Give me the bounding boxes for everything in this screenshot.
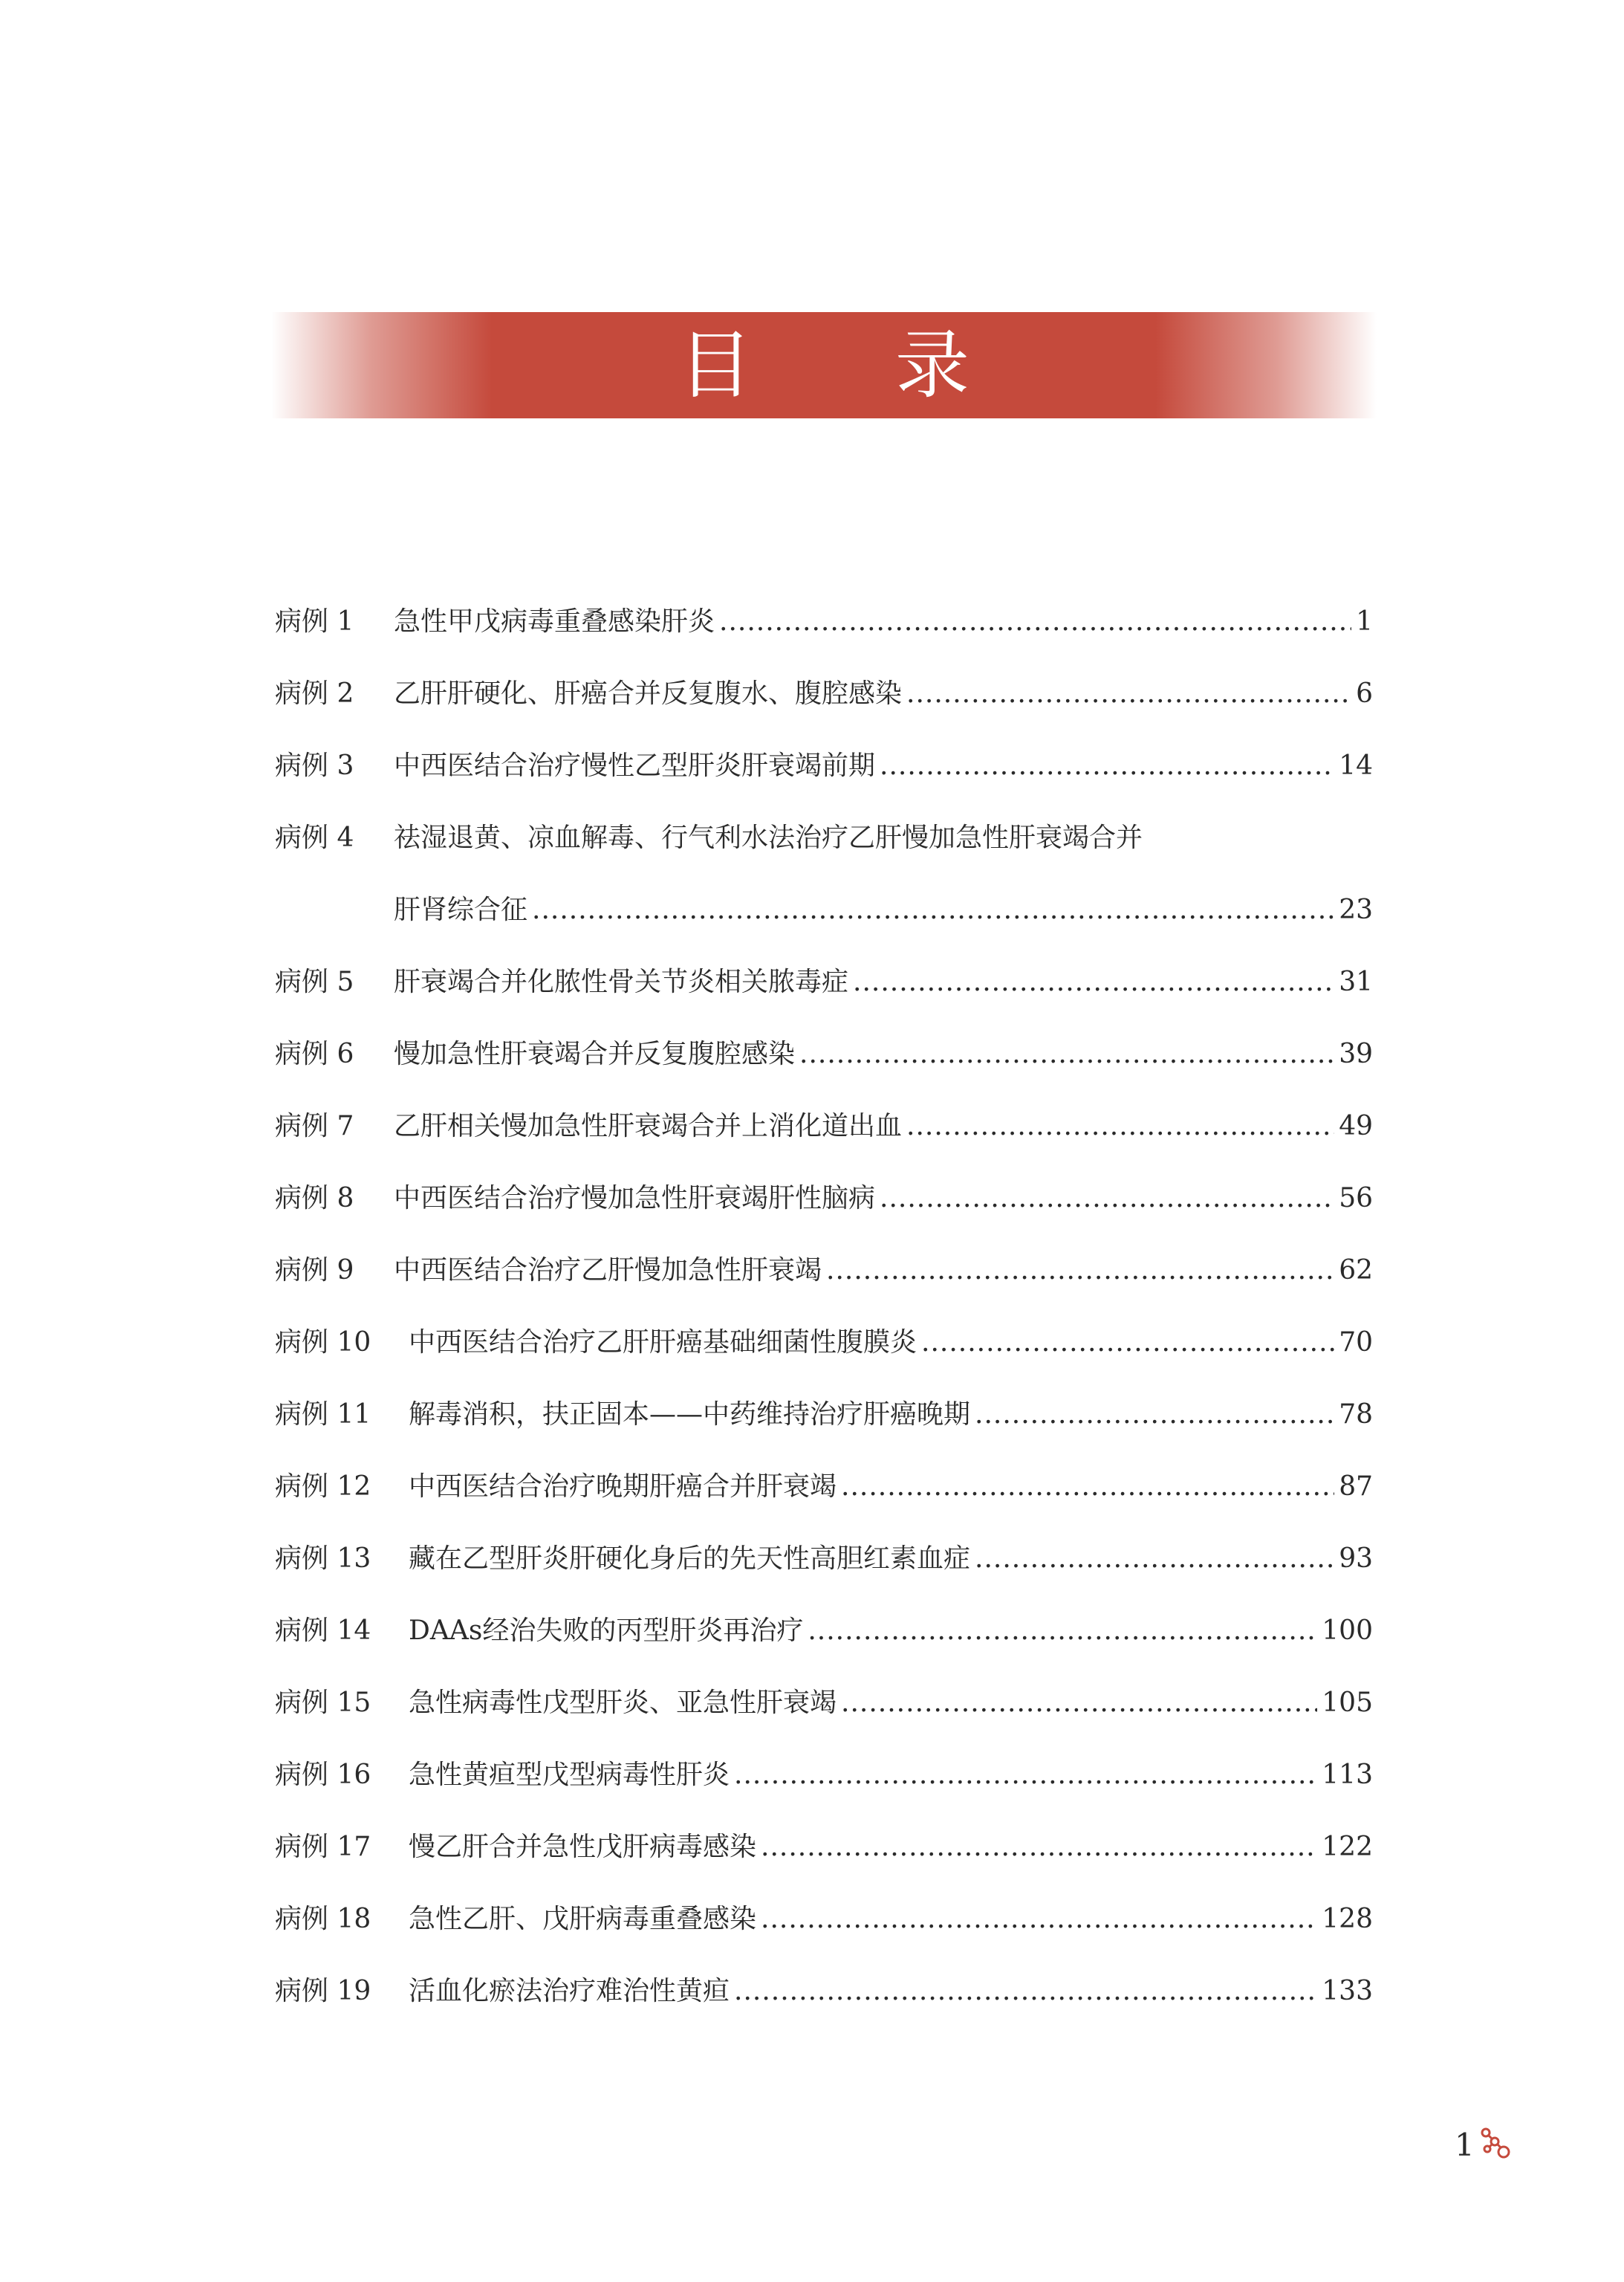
case-number: 病例 7 — [275, 1111, 354, 1141]
toc-entry[interactable] — [275, 1450, 1373, 1523]
case-title: 急性乙肝、戊肝病毒重叠感染 — [409, 1904, 757, 1934]
dot-leader — [975, 1378, 1334, 1450]
case-number: 病例 10 — [275, 1327, 371, 1358]
dot-leader — [906, 1090, 1334, 1162]
page-number: 1 — [1455, 2127, 1475, 2163]
case-title: 急性甲戊病毒重叠感染肝炎 — [394, 606, 715, 637]
case-title: 中西医结合治疗慢性乙型肝炎肝衰竭前期 — [394, 751, 876, 781]
dot-leader — [808, 1595, 1317, 1667]
toc-entry[interactable] — [275, 1811, 1373, 1883]
case-title: 中西医结合治疗乙肝肝癌基础细菌性腹膜炎 — [409, 1327, 917, 1358]
dot-leader — [880, 1162, 1334, 1234]
case-number: 病例 2 — [275, 678, 354, 709]
toc-entry[interactable] — [275, 1234, 1373, 1306]
toc-entry[interactable] — [275, 586, 1373, 658]
toc-entry[interactable] — [275, 802, 1373, 874]
case-title: 急性病毒性戊型肝炎、亚急性肝衰竭 — [409, 1688, 837, 1718]
page-ref: 56 — [1339, 1183, 1373, 1213]
toc-entry[interactable] — [275, 1739, 1373, 1811]
case-title: 中西医结合治疗乙肝慢加急性肝衰竭 — [394, 1255, 822, 1286]
case-title: 急性黄疸型戊型病毒性肝炎 — [409, 1760, 730, 1790]
case-number: 病例 17 — [275, 1832, 371, 1862]
toc-entry[interactable] — [275, 1667, 1373, 1739]
dot-leader — [761, 1811, 1317, 1883]
toc-entry[interactable] — [275, 1162, 1373, 1234]
case-number: 病例 11 — [275, 1399, 371, 1430]
case-title: 中西医结合治疗慢加急性肝衰竭肝性脑病 — [394, 1183, 876, 1213]
dot-leader — [719, 586, 1351, 658]
case-title: 乙肝相关慢加急性肝衰竭合并上消化道出血 — [394, 1111, 903, 1141]
case-number: 病例 5 — [275, 967, 354, 997]
case-number: 病例 15 — [275, 1688, 371, 1718]
case-title: 中西医结合治疗晚期肝癌合并肝衰竭 — [409, 1471, 837, 1502]
case-title: 藏在乙型肝炎肝硬化身后的先天性高胆红素血症 — [409, 1543, 971, 1574]
toc-entry[interactable] — [275, 1523, 1373, 1595]
case-number: 病例 18 — [275, 1904, 371, 1934]
page-ref: 105 — [1322, 1688, 1373, 1718]
page-ref: 1 — [1356, 606, 1373, 637]
toc-entry[interactable] — [275, 730, 1373, 802]
case-title: 慢乙肝合并急性戊肝病毒感染 — [409, 1832, 757, 1862]
toc-entry[interactable] — [275, 946, 1373, 1018]
case-number: 病例 4 — [275, 823, 354, 853]
case-number: 病例 14 — [275, 1615, 371, 1646]
case-number: 病例 1 — [275, 606, 354, 637]
toc-entry[interactable] — [275, 1378, 1373, 1450]
page-ref: 93 — [1339, 1543, 1373, 1574]
dot-leader — [906, 658, 1351, 730]
dot-leader — [532, 874, 1334, 946]
toc-banner — [271, 312, 1377, 418]
case-number: 病例 6 — [275, 1039, 354, 1069]
dot-leader — [841, 1450, 1334, 1523]
case-number: 病例 19 — [275, 1976, 371, 2006]
toc-entry[interactable] — [275, 1955, 1373, 2027]
case-title: 祛湿退黄、凉血解毒、行气利水法治疗乙肝慢加急性肝衰竭合并 — [394, 823, 1143, 853]
toc-heading: 目 录 — [678, 322, 1029, 409]
dot-leader — [841, 1667, 1317, 1739]
toc-entry[interactable] — [275, 1595, 1373, 1667]
page-ref: 100 — [1322, 1615, 1373, 1646]
case-title: 肝衰竭合并化脓性骨关节炎相关脓毒症 — [394, 967, 849, 997]
case-number: 病例 3 — [275, 751, 354, 781]
page-ref: 31 — [1339, 967, 1373, 997]
case-title-continuation: 肝肾综合征 — [394, 895, 528, 925]
table-of-contents — [275, 586, 1373, 2027]
case-title: DAAs经治失败的丙型肝炎再治疗 — [409, 1615, 804, 1646]
case-number: 病例 12 — [275, 1471, 371, 1502]
dot-leader — [734, 1955, 1317, 2027]
case-number: 病例 9 — [275, 1255, 354, 1286]
dot-leader — [921, 1306, 1334, 1378]
page-ref: 133 — [1322, 1976, 1373, 2006]
toc-entry[interactable] — [275, 1090, 1373, 1162]
case-title: 活血化瘀法治疗难治性黄疸 — [409, 1976, 730, 2006]
page-ref: 14 — [1339, 751, 1373, 781]
page-ref: 49 — [1339, 1111, 1373, 1141]
page-ref: 122 — [1322, 1832, 1373, 1862]
case-title: 慢加急性肝衰竭合并反复腹腔感染 — [394, 1039, 796, 1069]
molecule-icon — [1478, 2124, 1513, 2161]
toc-entry[interactable] — [275, 1306, 1373, 1378]
page-ref: 128 — [1322, 1904, 1373, 1934]
dot-leader — [880, 730, 1334, 802]
dot-leader — [975, 1523, 1334, 1595]
page-ref: 62 — [1339, 1255, 1373, 1286]
dot-leader — [853, 946, 1334, 1018]
case-title: 解毒消积，扶正固本——中药维持治疗肝癌晚期 — [409, 1399, 971, 1430]
case-number: 病例 13 — [275, 1543, 371, 1574]
page-ref: 87 — [1339, 1471, 1373, 1502]
page-ref: 39 — [1339, 1039, 1373, 1069]
page-ref: 23 — [1339, 895, 1373, 925]
page-ref: 6 — [1356, 678, 1373, 709]
toc-entry-continuation[interactable] — [275, 874, 1373, 946]
page-ref: 70 — [1339, 1327, 1373, 1358]
case-number: 病例 8 — [275, 1183, 354, 1213]
case-number: 病例 16 — [275, 1760, 371, 1790]
case-title: 乙肝肝硬化、肝癌合并反复腹水、腹腔感染 — [394, 678, 903, 709]
dot-leader — [826, 1234, 1334, 1306]
page-ref: 78 — [1339, 1399, 1373, 1430]
toc-entry[interactable] — [275, 1018, 1373, 1090]
toc-entry[interactable] — [275, 1883, 1373, 1955]
dot-leader — [799, 1018, 1334, 1090]
page-ref: 113 — [1322, 1760, 1373, 1790]
dot-leader — [761, 1883, 1317, 1955]
dot-leader — [734, 1739, 1317, 1811]
toc-entry[interactable] — [275, 658, 1373, 730]
